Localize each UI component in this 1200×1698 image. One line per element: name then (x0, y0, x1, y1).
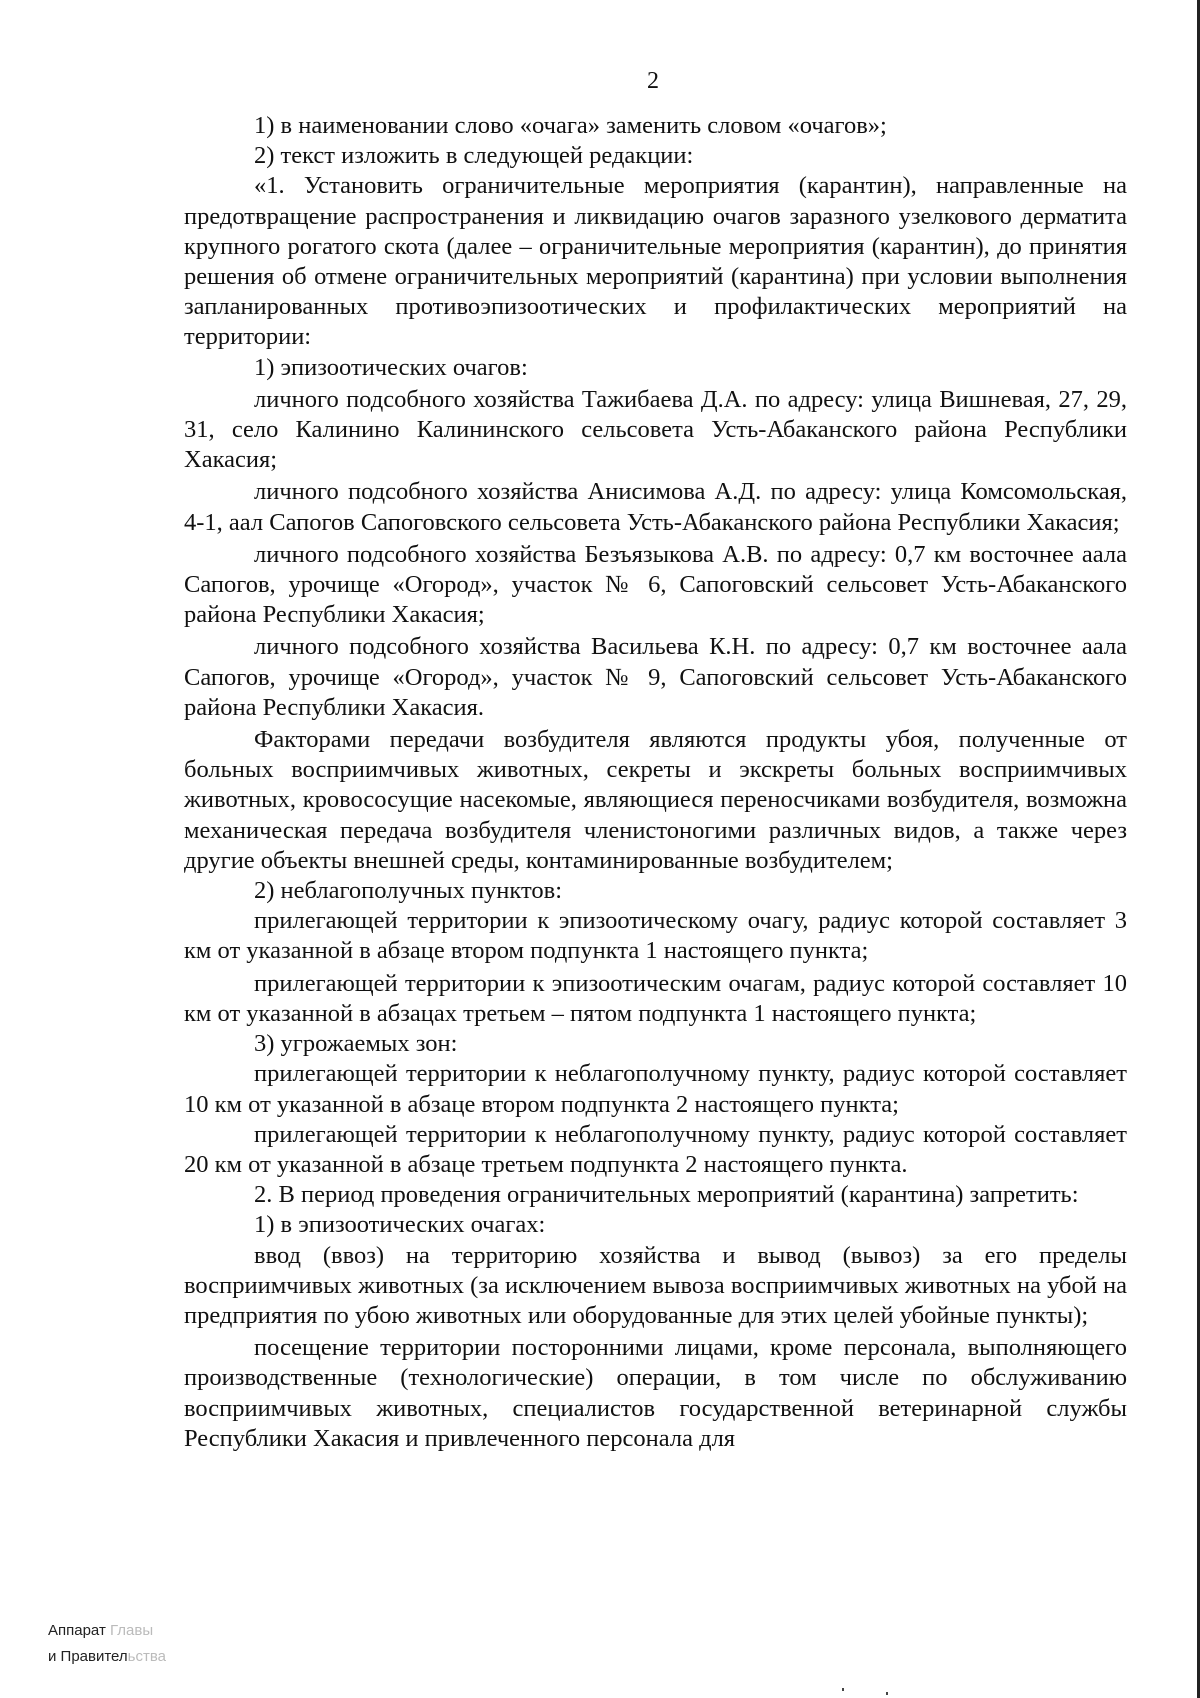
paragraph: ввод (ввоз) на территорию хозяйства и вывод (вывоз) за его пределы восприимчивых животных (за исключением вывоза восприимчивых животных на убой на предприятия по убою животных или оборудованные для этих целей убойные пункты); (184, 1241, 1127, 1329)
paragraph: личного подсобного хозяйства Анисимова А.Д. по адресу: улица Комсомольская, 4-1, аал Сапогов Сапоговского сельсовета Усть-Абаканского района Республики Хакасия; (184, 478, 1127, 536)
paragraph: 3) угрожаемых зон: (254, 1030, 458, 1058)
paragraph: 1) эпизоотических очагов: (254, 353, 528, 381)
stamp-line-1: Аппарат Главы (48, 1622, 154, 1639)
paragraph: прилегающей территории к неблагополучному пункту, радиус которой составляет 10 км от указанной в абзаце втором подпункта 2 настоящего пункта; (184, 1060, 1127, 1118)
paragraph: Факторами передачи возбудителя являются продукты убоя, полученные от больных восприимчивых животных, секреты и экскреты больных восприимчивых животных, кровососущие насекомые, являющиеся переносчиками возбудителя, возможна механическая передача возбудителя членистоногими различных видов, а также через другие объекты внешней среды, контаминированные возбудителем; (184, 726, 1127, 874)
paragraph: посещение территории посторонними лицами, кроме персонала, выполняющего производственные (технологические) операции, в том числе по обслуживанию восприимчивых животных, специалистов государственной ветеринарной службы Республики Хакасия и привлеченного персонала для (184, 1334, 1127, 1452)
paragraph: 2) неблагополучных пунктов: (254, 877, 563, 905)
office-stamp (48, 1618, 166, 1670)
paragraph: личного подсобного хозяйства Васильева К.Н. по адресу: 0,7 км восточнее аала Сапогов, урочище «Огород», участок № 9, Сапоговский сельсовет Усть-Абаканского района Республики Хакасия. (184, 633, 1127, 721)
page-number: 2 (647, 68, 659, 94)
paragraph: «1. Установить ограничительные мероприятия (карантин), направленные на предотвращение распространения и ликвидацию очагов заразного узелкового дерматита крупного рогатого скота (далее – ограничительные мероприятия (карантин), до принятия решения об отмене ограничительных мероприятий (карантина) при условии выполнения запланированных противоэпизоотических и профилактических мероприятий на территории: (184, 172, 1127, 351)
paragraph: 1) в наименовании слово «очага» заменить словом «очагов»; (254, 112, 887, 139)
paragraph: 2) текст изложить в следующей редакции: (254, 142, 694, 170)
scan-speck (886, 1692, 888, 1695)
stamp-line-2: и Правительства (48, 1648, 166, 1665)
paragraph: 2. В период проведения ограничительных мероприятий (карантина) запретить: (254, 1181, 1079, 1209)
paragraph: личного подсобного хозяйства Безъязыкова А.В. по адресу: 0,7 км восточнее аала Сапогов, урочище «Огород», участок № 6, Сапоговский сельсовет Усть-Абаканского района Республики Хакасия; (184, 540, 1127, 629)
paragraph: прилегающей территории к неблагополучному пункту, радиус которой составляет 20 км от указанной в абзаце третьем подпункта 2 настоящего пункта. (184, 1120, 1127, 1178)
paragraph: личного подсобного хозяйства Тажибаева Д.А. по адресу: улица Вишневая, 27, 29, 31, село Калинино Калининского сельсовета Усть-Абаканского района Республики Хакасия; (184, 385, 1127, 474)
paragraph: прилегающей территории к эпизоотическим очагам, радиус которой составляет 10 км от указанной в абзацах третьем – пятом подпункта 1 настоящего пункта; (184, 969, 1127, 1027)
document-body (184, 111, 1127, 1454)
paragraph: 1) в эпизоотических очагах: (254, 1211, 546, 1239)
paragraph: прилегающей территории к эпизоотическому очагу, радиус которой составляет 3 км от указанной в абзаце втором подпункта 1 настоящего пункта; (184, 907, 1127, 965)
scan-speck (842, 1688, 844, 1691)
